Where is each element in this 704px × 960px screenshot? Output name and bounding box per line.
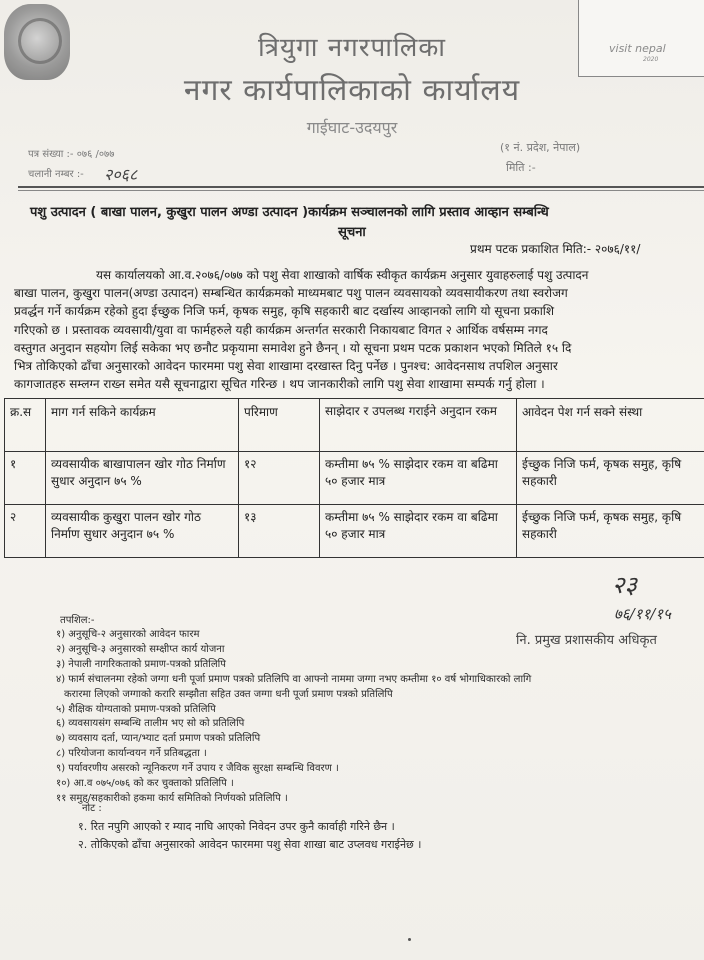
enclosures-label: तपशिल:- <box>60 615 95 626</box>
program-table <box>4 398 704 558</box>
municipality-name: त्रियुगा नगरपालिका <box>257 33 447 63</box>
cell-quantity: १२ <box>239 452 320 505</box>
visit-nepal-year: 2020 <box>643 56 659 63</box>
body-line: वस्तुगत अनुदान सहयोग लिई सकेका भए छनौट प्रकृयामा समावेश हुने छैनन् । यो सूचना प्रथम पटक प्रकाशन भएको मितिले १५ दि <box>14 340 572 355</box>
signature-date: ७६/११/१५ <box>614 605 671 623</box>
table-row <box>5 505 704 558</box>
table-header-row <box>5 399 704 452</box>
office-name: नगर कार्यपालिकाको कार्यालय <box>183 73 521 108</box>
col-program: माग गर्न सकिने कार्यक्रम <box>46 399 239 452</box>
list-item: ९) पर्यावरणीय असरको न्यूनिकरण गर्ने उपाय र जैविक सुरक्षा सम्बन्धि विवरण । <box>56 763 339 775</box>
list-item: ७) व्यवसाय दर्ता, प्यान/भ्याट दर्ता प्रमाण पत्रको प्रतिलिपि <box>56 733 261 745</box>
publication-date: प्रथम पटक प्रकाशित मिति:- २०७६/११/ <box>470 242 641 256</box>
body-line: यस कार्यालयको आ.व.२०७६/०७७ को पशु सेवा शाखाको वार्षिक स्वीकृत कार्यक्रम अनुसार युवाहरुलाई पशु उत्पादन <box>96 268 589 282</box>
list-item: १. रित नपुगि आएको र म्याद नाघि आएको निवेदन उपर कुनै कार्वाही गरिने छैन । <box>78 820 395 833</box>
letter-number-label: पत्र संख्या :- ०७६ /०७७ <box>28 149 115 160</box>
header-divider <box>18 186 704 188</box>
cell-program: व्यवसायीक बाखापालन खोर गोठ निर्माण सुधार अनुदान ७५ % <box>46 452 239 505</box>
list-item: २) अनुसूचि-३ अनुसारको सम्क्षीप्त कार्य योजना <box>56 643 225 655</box>
table-row <box>5 452 704 505</box>
body-line: कागजातहरु सम्लग्न राख्न समेत यसै सूचनाद्वारा सूचित गरिन्छ । थप जानकारीको लागि पशु सेवा शाखामा सम्पर्क गर्नु होला । <box>14 377 545 392</box>
body-line: बाखा पालन, कुखुरा पालन(अण्डा उत्पादन) सम्बन्धित कार्यक्रमको माध्यमबाट पशु पालन व्यवसायको व्यवसायीकरण तथा स्वरोजग <box>14 286 568 301</box>
list-item: २. तोकिएको ढाँचा अनुसारको आवेदन फारममा पशु सेवा शाखा बाट उप्लवध गराईनेछ । <box>78 838 422 851</box>
signature-mark: २३ <box>612 571 637 599</box>
col-grant: साझेदार र उपलब्ध गराईने अनुदान रकम <box>320 399 517 452</box>
notice-subtitle: सूचना <box>338 225 366 240</box>
date-label: मिति :- <box>506 161 536 174</box>
dispatch-number-value: २०६८ <box>104 165 138 184</box>
cell-eligible: ईच्छुक निजि फर्म, कृषक समुह, कृषि सहकारी <box>517 505 704 558</box>
notes-label: नोट : <box>82 803 102 814</box>
list-item: करारमा लिएको जग्गाको करारि सम्झौता सहित उक्त जग्गा धनी पूर्जा प्रमाण पत्रको प्रतिलिपि <box>64 688 393 700</box>
cell-grant: कम्तीमा ७५ % साझेदार रकम वा बढिमा ५० हजार मात्र <box>320 452 517 505</box>
cell-sn: १ <box>5 452 46 505</box>
col-quantity: परिमाण <box>239 399 320 452</box>
enclosures-list <box>56 628 531 807</box>
list-item: ८) परियोजना कार्यान्वयन गर्ने प्रतिबद्धता । <box>56 748 207 760</box>
list-item: ११ समुह/सहकारीको हकमा कार्य समितिको निर्णयको प्रतिलिपि । <box>56 792 288 804</box>
visit-nepal-text: visit nepal <box>609 42 666 55</box>
list-item: ३) नेपाली नागरिकताको प्रमाण-पत्रको प्रतिलिपि <box>56 658 226 670</box>
cell-quantity: १३ <box>239 505 320 558</box>
body-line: प्रवर्द्धन गर्ने कार्यक्रम रहेको हुदा ईच्छुक निजि फर्म, कृषक समुह, कृषि सहकारी बाट दर्खास्य आव्हानको लागि यो सूचना प्रकाशि <box>14 304 555 319</box>
province-label: (१ नं. प्रदेश, नेपाल) <box>500 141 581 154</box>
notice-body <box>14 266 704 393</box>
list-item: १) अनुसूचि-२ अनुसारको आवेदन फारम <box>56 629 200 640</box>
office-location: गाईघाट-उदयपुर <box>306 118 398 137</box>
cell-program: व्यवसायीक कुखुरा पालन खोर गोठ निर्माण सुधार अनुदान ७५ % <box>46 505 239 558</box>
list-item: १०) आ.व ०७५/०७६ को कर चुक्ताको प्रतिलिपि । <box>56 778 234 790</box>
list-item: ४) फार्म संचालनमा रहेको जग्गा धनी पूर्जा प्रमाण पत्रको प्रतिलिपि वा आफ्नो नाममा जग्गा नभए कम्तीमा १० वर्ष भोगाधिकारको लागि <box>56 673 532 685</box>
cell-grant: कम्तीमा ७५ % साझेदार रकम वा बढिमा ५० हजार मात्र <box>320 505 517 558</box>
col-eligible: आवेदन पेश गर्न सक्ने संस्था <box>517 399 704 452</box>
notice-heading: पशु उत्पादन ( बाखा पालन, कुखुरा पालन अण्डा उत्पादन )कार्यक्रम सञ्चालनको लागि प्रस्ताव आव्हान सम्बन्धि <box>30 205 549 220</box>
list-item: ५) शैक्षिक योग्यताको प्रमाण-पत्रको प्रतिलिपि <box>56 703 216 715</box>
body-line: गरिएको छ । प्रस्तावक व्यवसायी/युवा वा फार्महरुले यही कार्यक्रम अन्तर्गत सरकारी निकायबाट विगत २ आर्थिक वर्षसम्म नगद <box>14 322 548 337</box>
cell-sn: २ <box>5 505 46 558</box>
signatory-title: नि. प्रमुख प्रशासकीय अधिकृत <box>516 633 657 648</box>
col-sn: क्र.स <box>5 399 46 452</box>
notes-list <box>78 818 421 854</box>
body-line: भित्र तोकिएको ढाँचा अनुसारको आवेदन फारममा पशु सेवा शाखामा दरखास्त दिनु पर्नेछ । पुनश्च: आवेदनसाथ तपशिल अनुसार <box>14 359 558 374</box>
scan-speck <box>408 938 411 941</box>
header-divider-thin <box>18 190 704 191</box>
list-item: ६) व्यवसायसंग सम्बन्धि तालीम भए सो को प्रतिलिपि <box>56 718 245 730</box>
dispatch-number-label: चलानी नम्बर :- <box>28 169 84 180</box>
cell-eligible: ईच्छुक निजि फर्म, कृषक समुह, कृषि सहकारी <box>517 452 704 505</box>
